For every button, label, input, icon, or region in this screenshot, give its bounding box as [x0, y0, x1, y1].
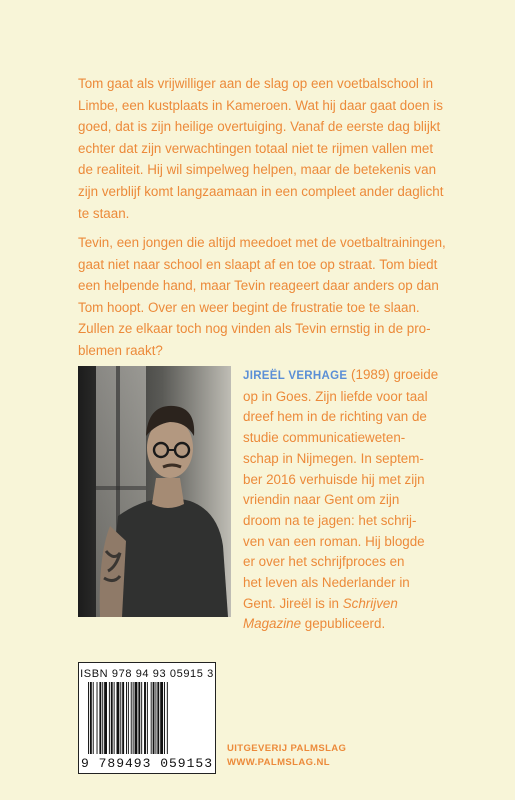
- bio-text: Gent. Jireël is in: [243, 595, 343, 611]
- summary-paragraph-1: [78, 73, 458, 224]
- bio-line: [243, 594, 473, 615]
- text-line: te staan.: [78, 205, 130, 221]
- bio-line: op in Goes. Zijn liefde voor taal: [243, 388, 428, 404]
- text-line: een helpende hand, maar Tevin reageert daar anders op dan: [78, 278, 439, 294]
- bio-line: dreef hem in de richting van de: [243, 409, 427, 425]
- publisher-name: UITGEVERIJ PALMSLAG: [227, 743, 347, 754]
- bio-line: [243, 365, 473, 387]
- text-line: zijn verblijf komt langzaamaan in een compleet ander daglicht: [78, 183, 444, 199]
- text-line: Zullen ze elkaar toch nog vinden als Tevin ernstig in de pro-: [78, 321, 431, 337]
- summary-paragraph-2: [78, 232, 458, 362]
- bio-text: gepubliceerd.: [301, 616, 386, 632]
- bio-line: droom na te jagen: het schrij-: [243, 512, 417, 528]
- magazine-title: Magazine: [243, 616, 302, 632]
- publisher-url: WWW.PALMSLAG.NL: [227, 757, 330, 768]
- text-line: Tom gaat als vrijwilliger aan de slag op een voetbalschool in: [78, 76, 434, 91]
- bio-line: er over het schrijfproces en: [243, 554, 405, 570]
- text-line: blemen raakt?: [78, 342, 163, 358]
- text-line: goed, dat is zijn heilige overtuiging. Vanaf de eerste dag blijkt: [78, 119, 441, 135]
- bio-text: (1989) groeide: [347, 367, 439, 382]
- isbn-label: ISBN 978 94 93 05915 3: [80, 668, 214, 680]
- barcode-bars: [87, 682, 207, 754]
- bio-line: [243, 614, 473, 635]
- bio-line: ber 2016 verhuisde hij met zijn: [243, 471, 425, 487]
- magazine-title: Schrijven: [342, 595, 398, 611]
- bio-line: studie communicatieweten-: [243, 430, 406, 446]
- author-bio: [243, 365, 473, 635]
- barcode-digits: 9 789493 059153: [80, 756, 214, 771]
- bio-line: het leven als Nederlander in: [243, 575, 410, 591]
- text-line: Limbe, een kustplaats in Kameroen. Wat hij daar gaat doen is: [78, 97, 443, 113]
- bio-line: ven van een roman. Hij blogde: [243, 533, 425, 549]
- bio-line: schap in Nijmegen. In septem-: [243, 450, 424, 466]
- text-line: de realiteit. Hij wil simpelweg helpen, maar de betekenis van: [78, 162, 437, 178]
- text-line: echter dat zijn verwachtingen totaal niet te rijmen vallen met: [78, 140, 434, 156]
- text-line: Tevin, een jongen die altijd meedoet met de voetbaltrainingen,: [78, 235, 446, 250]
- isbn-barcode: [78, 662, 216, 774]
- publisher-info: [227, 742, 346, 770]
- bio-line: vriendin naar Gent om zijn: [243, 492, 400, 508]
- text-line: Tom hoopt. Over en weer begint de frustratie toe te slaan.: [78, 299, 420, 315]
- author-name: JIREËL VERHAGE: [243, 370, 348, 382]
- author-photo: [78, 366, 231, 617]
- text-line: gaat niet naar school en slaapt af en toe op straat. Tom biedt: [78, 256, 438, 272]
